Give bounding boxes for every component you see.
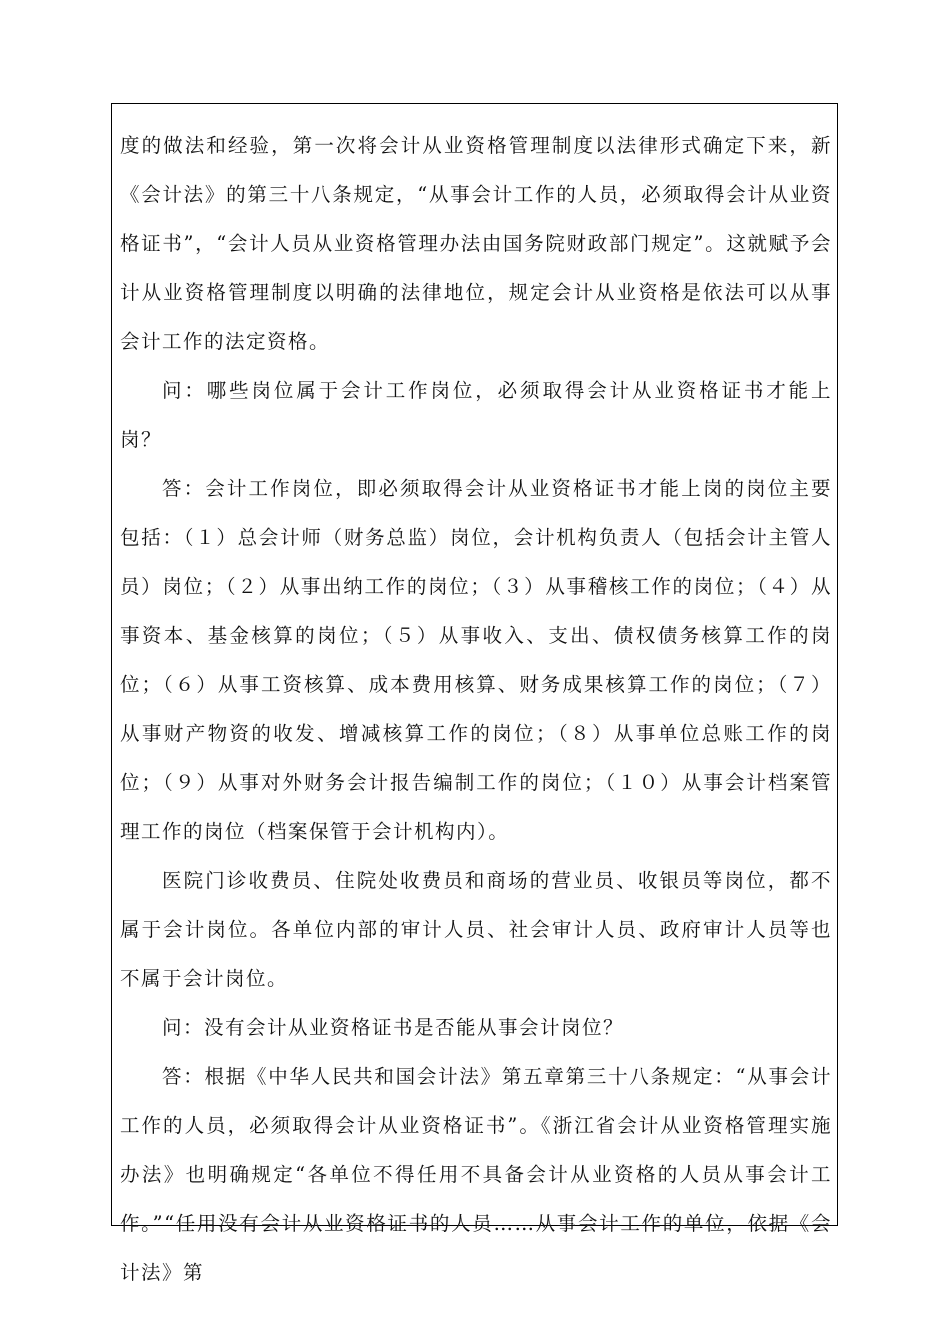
paragraph-continuation: 度的做法和经验，第一次将会计从业资格管理制度以法律形式确定下来，新《会计法》的第三十八条规定，“从事会计工作的人员，必须取得会计从业资格证书”，“会计人员从业资格管理办法由国务院财政部门规定”。这就赋予会计从业资格管理制度以明确的法律地位，规定会计从业资格是依法可以从事会计工作的法定资格。 (120, 134, 832, 353)
question-paragraph: 问：没有会计从业资格证书是否能从事会计岗位？ (162, 1016, 625, 1039)
question-paragraph: 问：哪些岗位属于会计工作岗位，必须取得会计从业资格证书才能上岗？ (120, 379, 832, 451)
answer-paragraph: 答：会计工作岗位，即必须取得会计从业资格证书才能上岗的岗位主要包括：（１）总会计师（财务总监）岗位，会计机构负责人（包括会计主管人员）岗位；（２）从事出纳工作的岗位；（３）从事稽核工作的岗位；（４）从事资本、基金核算的岗位；（５）从事收入、支出、债权债务核算工作的岗位；（６）从事工资核算、成本费用核算、财务成果核算工作的岗位；（７）从事财产物资的收发、增减核算工作的岗位；（８）从事单位总账工作的岗位；（９）从事对外财务会计报告编制工作的岗位；（１０）从事会计档案管理工作的岗位（档案保管于会计机构内）。 (120, 477, 832, 843)
note-paragraph: 医院门诊收费员、住院处收费员和商场的营业员、收银员等岗位，都不属于会计岗位。各单位内部的审计人员、社会审计人员、政府审计人员等也不属于会计岗位。 (120, 869, 832, 990)
document-body (120, 121, 832, 1297)
answer-paragraph: 答：根据《中华人民共和国会计法》第五章第三十八条规定：“从事会计工作的人员，必须取得会计从业资格证书”。《浙江省会计从业资格管理实施办法》也明确规定“各单位不得任用不具备会计从业资格的人员从事会计工作。”“任用没有会计从业资格证书的人员……从事会计工作的单位，依据《会计法》第 (120, 1065, 832, 1284)
document-frame (111, 103, 838, 1284)
